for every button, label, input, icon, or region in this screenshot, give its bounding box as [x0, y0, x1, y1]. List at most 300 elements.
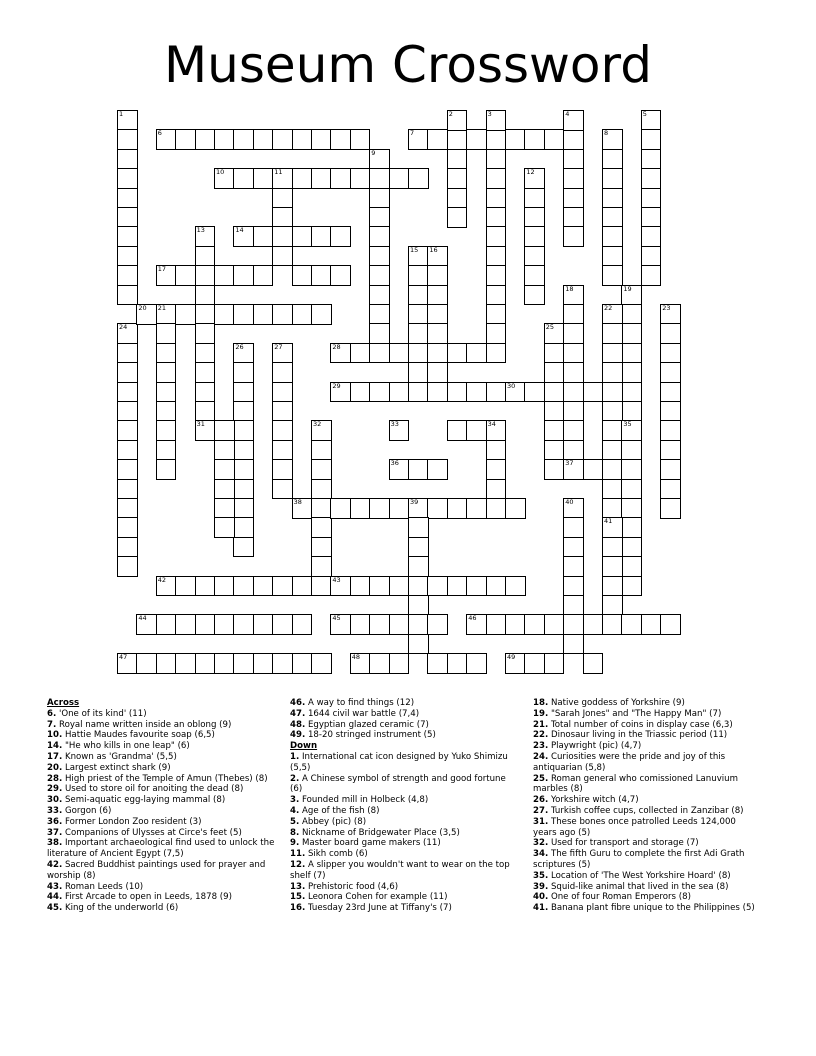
grid-cell[interactable] — [427, 653, 448, 674]
grid-cell[interactable] — [272, 382, 293, 403]
grid-cell[interactable] — [466, 129, 487, 150]
grid-cell[interactable] — [311, 420, 332, 441]
grid-cell[interactable] — [136, 304, 157, 325]
grid-cell[interactable] — [602, 265, 623, 286]
grid-cell[interactable] — [563, 226, 584, 247]
grid-cell[interactable] — [117, 517, 138, 538]
grid-cell[interactable] — [602, 323, 623, 344]
grid-cell[interactable] — [156, 401, 177, 422]
grid-cell[interactable] — [544, 343, 565, 364]
grid-cell[interactable] — [272, 420, 293, 441]
grid-cell[interactable] — [369, 614, 390, 635]
grid-cell[interactable] — [602, 149, 623, 170]
grid-cell[interactable] — [427, 362, 448, 383]
grid-cell[interactable] — [544, 401, 565, 422]
grid-cell[interactable] — [486, 226, 507, 247]
grid-cell[interactable] — [311, 653, 332, 674]
grid-cell[interactable] — [447, 110, 468, 131]
grid-cell[interactable] — [524, 129, 545, 150]
grid-cell[interactable] — [602, 226, 623, 247]
grid-cell[interactable] — [447, 188, 468, 209]
grid-cell[interactable] — [117, 556, 138, 577]
grid-cell[interactable] — [136, 653, 157, 674]
grid-cell[interactable] — [602, 207, 623, 228]
grid-cell[interactable] — [641, 246, 662, 267]
grid-cell[interactable] — [330, 614, 351, 635]
grid-cell[interactable] — [408, 634, 429, 655]
grid-cell[interactable] — [233, 265, 254, 286]
grid-cell[interactable] — [524, 653, 545, 674]
grid-cell[interactable] — [544, 323, 565, 344]
grid-cell[interactable] — [621, 362, 642, 383]
grid-cell[interactable] — [253, 265, 274, 286]
grid-cell[interactable] — [311, 129, 332, 150]
grid-cell[interactable] — [117, 285, 138, 306]
grid-cell[interactable] — [602, 440, 623, 461]
grid-cell[interactable] — [369, 265, 390, 286]
grid-cell[interactable] — [427, 323, 448, 344]
grid-cell[interactable] — [117, 362, 138, 383]
grid-cell[interactable] — [544, 129, 565, 150]
grid-cell[interactable] — [660, 362, 681, 383]
grid-cell[interactable] — [563, 537, 584, 558]
grid-cell[interactable] — [427, 576, 448, 597]
grid-cell[interactable] — [136, 614, 157, 635]
grid-cell[interactable] — [350, 614, 371, 635]
grid-cell[interactable] — [117, 226, 138, 247]
grid-cell[interactable] — [563, 149, 584, 170]
grid-cell[interactable] — [195, 246, 216, 267]
grid-cell[interactable] — [544, 440, 565, 461]
grid-cell[interactable] — [350, 653, 371, 674]
grid-cell[interactable] — [117, 265, 138, 286]
grid-cell[interactable] — [408, 323, 429, 344]
grid-cell[interactable] — [486, 382, 507, 403]
grid-cell[interactable] — [641, 614, 662, 635]
grid-cell[interactable] — [524, 207, 545, 228]
grid-cell[interactable] — [233, 537, 254, 558]
grid-cell[interactable] — [563, 595, 584, 616]
grid-cell[interactable] — [486, 129, 507, 150]
grid-cell[interactable] — [233, 401, 254, 422]
grid-cell[interactable] — [233, 498, 254, 519]
grid-cell[interactable] — [427, 614, 448, 635]
grid-cell[interactable] — [486, 188, 507, 209]
grid-cell[interactable] — [602, 459, 623, 480]
grid-cell[interactable] — [350, 576, 371, 597]
grid-cell[interactable] — [602, 362, 623, 383]
grid-cell[interactable] — [486, 304, 507, 325]
grid-cell[interactable] — [563, 420, 584, 441]
grid-cell[interactable] — [292, 168, 313, 189]
grid-cell[interactable] — [602, 401, 623, 422]
grid-cell[interactable] — [156, 382, 177, 403]
grid-cell[interactable] — [175, 576, 196, 597]
grid-cell[interactable] — [272, 188, 293, 209]
grid-cell[interactable] — [233, 129, 254, 150]
grid-cell[interactable] — [156, 265, 177, 286]
grid-cell[interactable] — [505, 129, 526, 150]
grid-cell[interactable] — [408, 537, 429, 558]
grid-cell[interactable] — [641, 149, 662, 170]
grid-cell[interactable] — [175, 304, 196, 325]
grid-cell[interactable] — [602, 168, 623, 189]
grid-cell[interactable] — [660, 498, 681, 519]
grid-cell[interactable] — [253, 576, 274, 597]
grid-cell[interactable] — [233, 614, 254, 635]
grid-cell[interactable] — [641, 129, 662, 150]
grid-cell[interactable] — [660, 401, 681, 422]
grid-cell[interactable] — [233, 576, 254, 597]
grid-cell[interactable] — [641, 207, 662, 228]
grid-cell[interactable] — [563, 207, 584, 228]
grid-cell[interactable] — [544, 653, 565, 674]
grid-cell[interactable] — [660, 382, 681, 403]
grid-cell[interactable] — [330, 576, 351, 597]
grid-cell[interactable] — [330, 498, 351, 519]
grid-cell[interactable] — [408, 304, 429, 325]
grid-cell[interactable] — [544, 614, 565, 635]
grid-cell[interactable] — [563, 188, 584, 209]
grid-cell[interactable] — [563, 168, 584, 189]
grid-cell[interactable] — [524, 246, 545, 267]
grid-cell[interactable] — [486, 498, 507, 519]
grid-cell[interactable] — [156, 440, 177, 461]
grid-cell[interactable] — [660, 323, 681, 344]
grid-cell[interactable] — [389, 498, 410, 519]
grid-cell[interactable] — [292, 498, 313, 519]
grid-cell[interactable] — [156, 323, 177, 344]
grid-cell[interactable] — [311, 498, 332, 519]
grid-cell[interactable] — [408, 168, 429, 189]
grid-cell[interactable] — [408, 285, 429, 306]
grid-cell[interactable] — [389, 420, 410, 441]
grid-cell[interactable] — [272, 401, 293, 422]
grid-cell[interactable] — [427, 343, 448, 364]
grid-cell[interactable] — [195, 129, 216, 150]
grid-cell[interactable] — [408, 129, 429, 150]
grid-cell[interactable] — [214, 420, 235, 441]
grid-cell[interactable] — [486, 440, 507, 461]
grid-cell[interactable] — [563, 129, 584, 150]
grid-cell[interactable] — [621, 576, 642, 597]
grid-cell[interactable] — [311, 226, 332, 247]
grid-cell[interactable] — [233, 362, 254, 383]
grid-cell[interactable] — [156, 343, 177, 364]
grid-cell[interactable] — [447, 168, 468, 189]
grid-cell[interactable] — [272, 653, 293, 674]
grid-cell[interactable] — [621, 498, 642, 519]
grid-cell[interactable] — [272, 207, 293, 228]
grid-cell[interactable] — [447, 129, 468, 150]
grid-cell[interactable] — [563, 634, 584, 655]
grid-cell[interactable] — [369, 343, 390, 364]
grid-cell[interactable] — [272, 479, 293, 500]
grid-cell[interactable] — [389, 168, 410, 189]
grid-cell[interactable] — [292, 614, 313, 635]
grid-cell[interactable] — [369, 576, 390, 597]
grid-cell[interactable] — [369, 168, 390, 189]
grid-cell[interactable] — [233, 420, 254, 441]
grid-cell[interactable] — [602, 595, 623, 616]
grid-cell[interactable] — [350, 382, 371, 403]
grid-cell[interactable] — [447, 498, 468, 519]
grid-cell[interactable] — [272, 440, 293, 461]
grid-cell[interactable] — [350, 343, 371, 364]
grid-cell[interactable] — [214, 479, 235, 500]
grid-cell[interactable] — [544, 459, 565, 480]
grid-cell[interactable] — [466, 614, 487, 635]
grid-cell[interactable] — [408, 362, 429, 383]
grid-cell[interactable] — [563, 440, 584, 461]
grid-cell[interactable] — [195, 420, 216, 441]
grid-cell[interactable] — [389, 459, 410, 480]
grid-cell[interactable] — [486, 576, 507, 597]
grid-cell[interactable] — [408, 459, 429, 480]
grid-cell[interactable] — [447, 149, 468, 170]
grid-cell[interactable] — [524, 285, 545, 306]
grid-cell[interactable] — [195, 576, 216, 597]
grid-cell[interactable] — [621, 285, 642, 306]
grid-cell[interactable] — [563, 401, 584, 422]
grid-cell[interactable] — [563, 285, 584, 306]
grid-cell[interactable] — [117, 653, 138, 674]
grid-cell[interactable] — [447, 576, 468, 597]
grid-cell[interactable] — [621, 382, 642, 403]
grid-cell[interactable] — [330, 226, 351, 247]
grid-cell[interactable] — [563, 576, 584, 597]
grid-cell[interactable] — [621, 517, 642, 538]
grid-cell[interactable] — [369, 226, 390, 247]
grid-cell[interactable] — [602, 517, 623, 538]
grid-cell[interactable] — [292, 576, 313, 597]
grid-cell[interactable] — [311, 168, 332, 189]
grid-cell[interactable] — [602, 576, 623, 597]
grid-cell[interactable] — [583, 653, 604, 674]
grid-cell[interactable] — [117, 537, 138, 558]
grid-cell[interactable] — [117, 440, 138, 461]
grid-cell[interactable] — [156, 653, 177, 674]
grid-cell[interactable] — [195, 285, 216, 306]
grid-cell[interactable] — [117, 110, 138, 131]
grid-cell[interactable] — [602, 188, 623, 209]
grid-cell[interactable] — [117, 246, 138, 267]
grid-cell[interactable] — [524, 265, 545, 286]
grid-cell[interactable] — [427, 304, 448, 325]
grid-cell[interactable] — [524, 382, 545, 403]
grid-cell[interactable] — [311, 440, 332, 461]
grid-cell[interactable] — [621, 304, 642, 325]
grid-cell[interactable] — [563, 382, 584, 403]
grid-cell[interactable] — [253, 304, 274, 325]
grid-cell[interactable] — [233, 459, 254, 480]
grid-cell[interactable] — [524, 226, 545, 247]
grid-cell[interactable] — [272, 168, 293, 189]
grid-cell[interactable] — [466, 343, 487, 364]
grid-cell[interactable] — [233, 517, 254, 538]
grid-cell[interactable] — [156, 576, 177, 597]
grid-cell[interactable] — [156, 304, 177, 325]
grid-cell[interactable] — [117, 343, 138, 364]
grid-cell[interactable] — [117, 382, 138, 403]
grid-cell[interactable] — [214, 459, 235, 480]
grid-cell[interactable] — [117, 420, 138, 441]
grid-cell[interactable] — [369, 382, 390, 403]
grid-cell[interactable] — [272, 576, 293, 597]
grid-cell[interactable] — [660, 479, 681, 500]
grid-cell[interactable] — [311, 479, 332, 500]
grid-cell[interactable] — [311, 517, 332, 538]
grid-cell[interactable] — [389, 343, 410, 364]
grid-cell[interactable] — [486, 459, 507, 480]
grid-cell[interactable] — [583, 614, 604, 635]
grid-cell[interactable] — [408, 498, 429, 519]
grid-cell[interactable] — [195, 226, 216, 247]
grid-cell[interactable] — [175, 653, 196, 674]
grid-cell[interactable] — [621, 537, 642, 558]
grid-cell[interactable] — [505, 614, 526, 635]
grid-cell[interactable] — [641, 110, 662, 131]
grid-cell[interactable] — [660, 440, 681, 461]
grid-cell[interactable] — [156, 362, 177, 383]
grid-cell[interactable] — [214, 440, 235, 461]
grid-cell[interactable] — [272, 226, 293, 247]
grid-cell[interactable] — [602, 420, 623, 441]
grid-cell[interactable] — [583, 382, 604, 403]
grid-cell[interactable] — [466, 576, 487, 597]
grid-cell[interactable] — [253, 614, 274, 635]
grid-cell[interactable] — [195, 265, 216, 286]
grid-cell[interactable] — [408, 614, 429, 635]
grid-cell[interactable] — [272, 246, 293, 267]
grid-cell[interactable] — [408, 246, 429, 267]
grid-cell[interactable] — [369, 149, 390, 170]
grid-cell[interactable] — [389, 614, 410, 635]
grid-cell[interactable] — [447, 420, 468, 441]
grid-cell[interactable] — [253, 129, 274, 150]
grid-cell[interactable] — [524, 188, 545, 209]
grid-cell[interactable] — [292, 129, 313, 150]
grid-cell[interactable] — [524, 614, 545, 635]
grid-cell[interactable] — [544, 382, 565, 403]
grid-cell[interactable] — [369, 304, 390, 325]
grid-cell[interactable] — [117, 323, 138, 344]
grid-cell[interactable] — [621, 459, 642, 480]
grid-cell[interactable] — [272, 304, 293, 325]
grid-cell[interactable] — [214, 265, 235, 286]
grid-cell[interactable] — [214, 517, 235, 538]
grid-cell[interactable] — [621, 343, 642, 364]
grid-cell[interactable] — [641, 188, 662, 209]
grid-cell[interactable] — [563, 459, 584, 480]
grid-cell[interactable] — [408, 517, 429, 538]
grid-cell[interactable] — [195, 362, 216, 383]
grid-cell[interactable] — [602, 246, 623, 267]
grid-cell[interactable] — [117, 498, 138, 519]
grid-cell[interactable] — [427, 382, 448, 403]
grid-cell[interactable] — [330, 265, 351, 286]
grid-cell[interactable] — [389, 382, 410, 403]
grid-cell[interactable] — [563, 556, 584, 577]
grid-cell[interactable] — [621, 556, 642, 577]
grid-cell[interactable] — [369, 498, 390, 519]
grid-cell[interactable] — [272, 343, 293, 364]
grid-cell[interactable] — [330, 343, 351, 364]
grid-cell[interactable] — [486, 614, 507, 635]
grid-cell[interactable] — [563, 110, 584, 131]
grid-cell[interactable] — [427, 498, 448, 519]
grid-cell[interactable] — [641, 265, 662, 286]
grid-cell[interactable] — [602, 382, 623, 403]
grid-cell[interactable] — [563, 517, 584, 538]
grid-cell[interactable] — [369, 323, 390, 344]
grid-cell[interactable] — [253, 226, 274, 247]
grid-cell[interactable] — [272, 362, 293, 383]
grid-cell[interactable] — [214, 576, 235, 597]
grid-cell[interactable] — [389, 653, 410, 674]
grid-cell[interactable] — [621, 479, 642, 500]
grid-cell[interactable] — [602, 304, 623, 325]
grid-cell[interactable] — [292, 226, 313, 247]
grid-cell[interactable] — [486, 265, 507, 286]
grid-cell[interactable] — [195, 653, 216, 674]
grid-cell[interactable] — [195, 382, 216, 403]
grid-cell[interactable] — [117, 479, 138, 500]
grid-cell[interactable] — [408, 382, 429, 403]
grid-cell[interactable] — [214, 498, 235, 519]
grid-cell[interactable] — [195, 343, 216, 364]
grid-cell[interactable] — [311, 537, 332, 558]
grid-cell[interactable] — [563, 343, 584, 364]
grid-cell[interactable] — [486, 168, 507, 189]
grid-cell[interactable] — [311, 576, 332, 597]
grid-cell[interactable] — [621, 401, 642, 422]
grid-cell[interactable] — [563, 614, 584, 635]
grid-cell[interactable] — [486, 323, 507, 344]
grid-cell[interactable] — [175, 614, 196, 635]
grid-cell[interactable] — [505, 498, 526, 519]
grid-cell[interactable] — [427, 246, 448, 267]
grid-cell[interactable] — [311, 304, 332, 325]
grid-cell[interactable] — [641, 226, 662, 247]
grid-cell[interactable] — [466, 420, 487, 441]
grid-cell[interactable] — [156, 420, 177, 441]
grid-cell[interactable] — [233, 653, 254, 674]
grid-cell[interactable] — [447, 653, 468, 674]
grid-cell[interactable] — [233, 382, 254, 403]
grid-cell[interactable] — [563, 362, 584, 383]
grid-cell[interactable] — [505, 653, 526, 674]
grid-cell[interactable] — [563, 498, 584, 519]
grid-cell[interactable] — [175, 129, 196, 150]
grid-cell[interactable] — [660, 304, 681, 325]
grid-cell[interactable] — [233, 226, 254, 247]
grid-cell[interactable] — [214, 653, 235, 674]
grid-cell[interactable] — [233, 343, 254, 364]
grid-cell[interactable] — [602, 537, 623, 558]
grid-cell[interactable] — [544, 362, 565, 383]
grid-cell[interactable] — [447, 382, 468, 403]
grid-cell[interactable] — [447, 343, 468, 364]
grid-cell[interactable] — [621, 420, 642, 441]
grid-cell[interactable] — [660, 420, 681, 441]
grid-cell[interactable] — [233, 479, 254, 500]
grid-cell[interactable] — [427, 129, 448, 150]
grid-cell[interactable] — [214, 304, 235, 325]
grid-cell[interactable] — [233, 304, 254, 325]
grid-cell[interactable] — [602, 479, 623, 500]
grid-cell[interactable] — [117, 168, 138, 189]
